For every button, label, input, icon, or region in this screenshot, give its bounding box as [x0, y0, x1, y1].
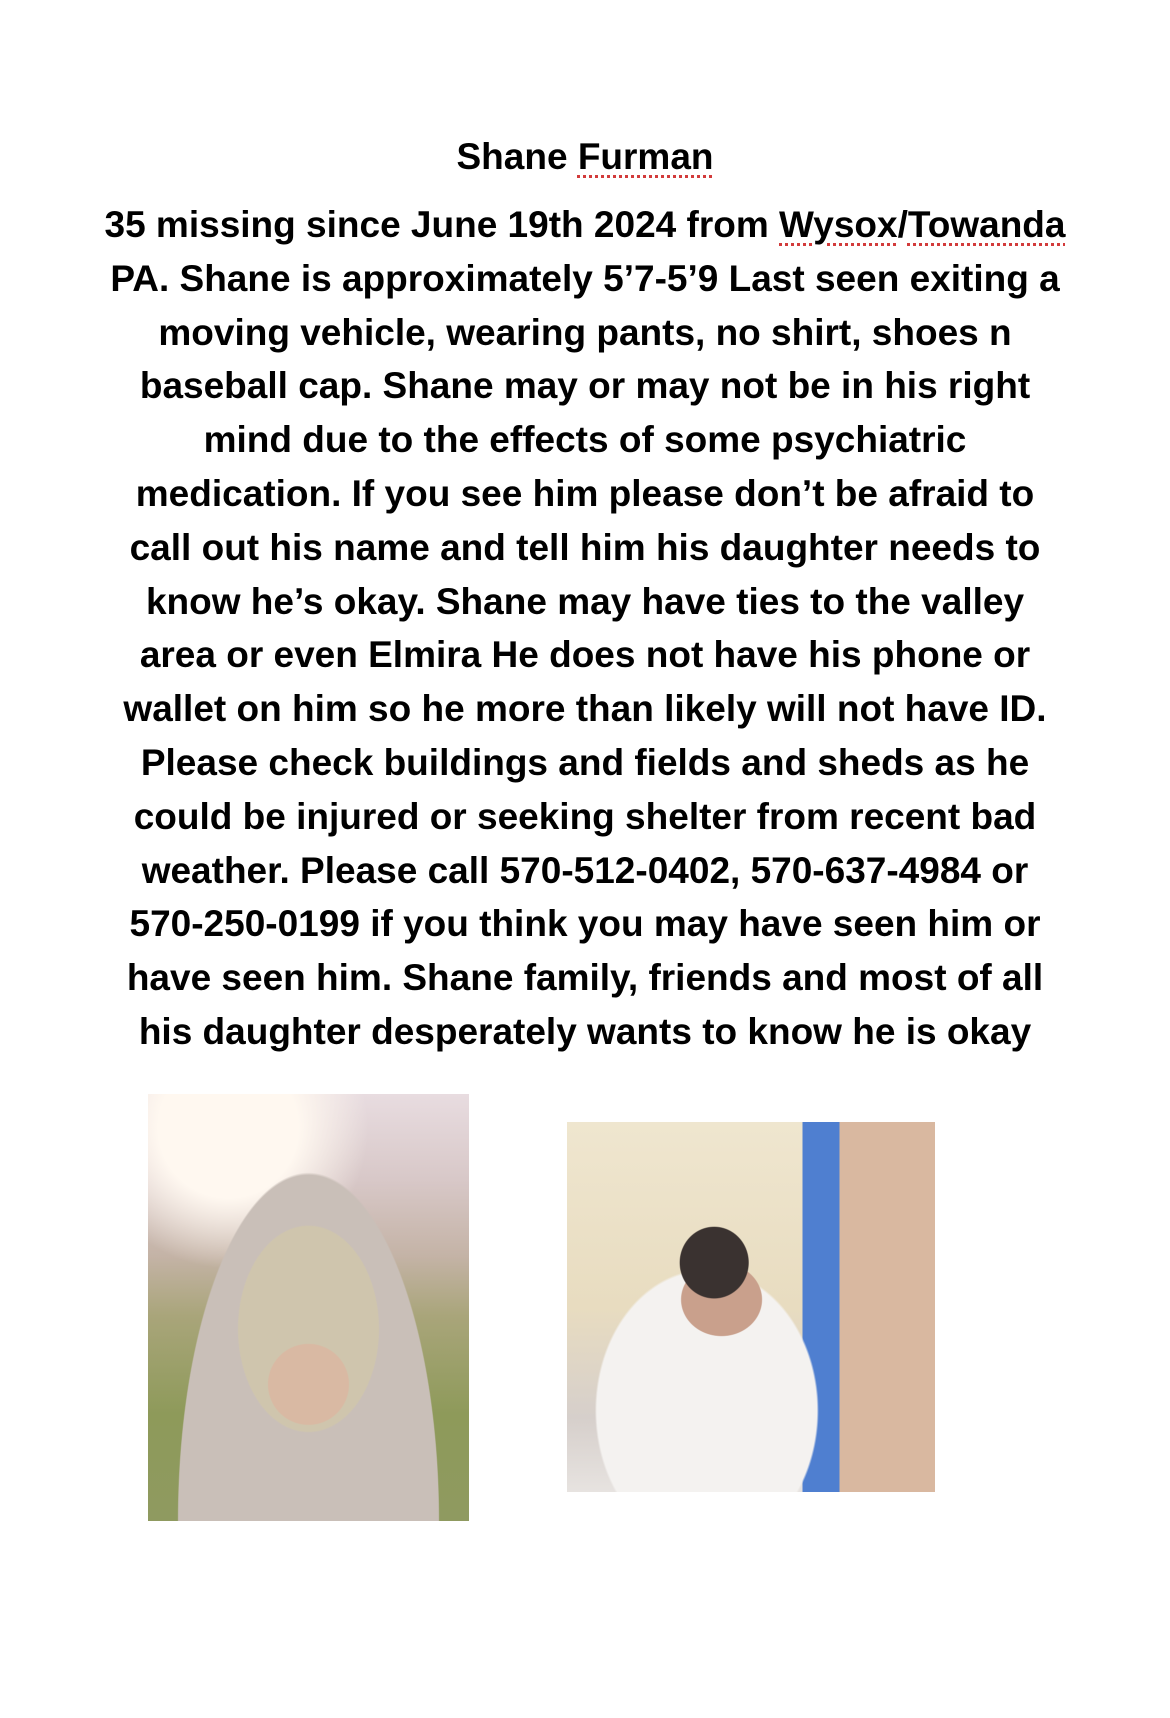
place-towanda: Towanda: [907, 204, 1066, 245]
body-line: his daughter desperately wants to know he is okay: [138, 1010, 1032, 1052]
body-line: could be injured or seeking shelter from recent bad: [133, 795, 1037, 837]
body-line: have seen him. Shane family, friends and most of all: [126, 957, 1044, 999]
body-line: medication. If you see him please don’t be afraid to: [135, 472, 1035, 514]
flyer-body: [0, 198, 1170, 1059]
page-title: [0, 133, 1170, 181]
body-line: Please check buildings and fields and sheds as he: [140, 741, 1030, 783]
body-line: 570-250-0199 if you think you may have seen him or: [129, 903, 1041, 945]
body-line: area or even Elmira He does not have his phone or: [139, 634, 1031, 676]
title-first-name: Shane: [456, 136, 568, 177]
body-line: wallet on him so he more than likely will not have ID.: [123, 688, 1047, 730]
line1-sep: /: [897, 204, 908, 245]
line1-text: 35 missing since June 19th 2024 from: [104, 204, 780, 245]
body-line: weather. Please call 570-512-0402, 570-637-4984 or: [141, 849, 1029, 891]
body-line: call out his name and tell him his daughter needs to: [129, 526, 1041, 568]
body-line: moving vehicle, wearing pants, no shirt, shoes n: [158, 311, 1012, 353]
body-line: PA. Shane is approximately 5’7-5’9 Last seen exiting a: [110, 257, 1060, 299]
body-line: know he’s okay. Shane may have ties to the valley: [145, 580, 1025, 622]
photo-indoor-selfie: [567, 1122, 935, 1492]
body-line: baseball cap. Shane may or may not be in his right: [139, 365, 1031, 407]
title-last-name: Furman: [577, 136, 714, 177]
body-line-1: [0, 198, 1170, 252]
body-line: mind due to the effects of some psychiatric: [203, 419, 967, 461]
photo-outdoor-selfie: [148, 1094, 469, 1521]
place-wysox: Wysox: [779, 204, 898, 245]
